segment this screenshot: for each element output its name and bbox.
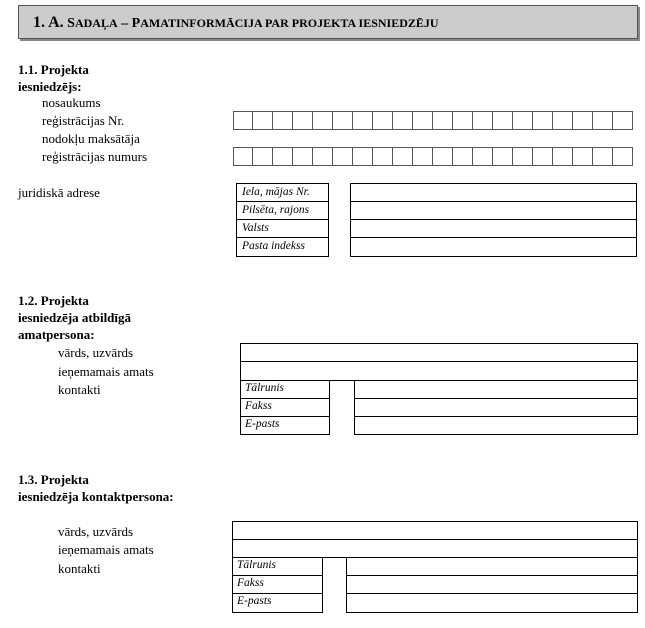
s1-title-line1: 1.1. Projekta [18, 62, 89, 77]
digit-cell[interactable] [473, 111, 493, 130]
header-s: S [67, 16, 75, 31]
s3-fax-input[interactable] [347, 576, 637, 593]
s3-contact-field: E-pasts [237, 595, 272, 607]
postcode-input[interactable] [351, 238, 636, 256]
s3-position-input[interactable] [233, 540, 637, 557]
digit-cell[interactable] [433, 111, 453, 130]
digit-cell[interactable] [233, 147, 253, 166]
digit-cell[interactable] [553, 147, 573, 166]
digit-cell[interactable] [473, 147, 493, 166]
digit-cell[interactable] [353, 111, 373, 130]
s1-name-label: nosaukums [42, 95, 101, 110]
s2-fax-input[interactable] [355, 399, 637, 416]
header-dash: – [117, 16, 132, 31]
header-small-2: AMATINFORMĀCIJA PAR PROJEKTA IESNIEDZĒJU [140, 16, 439, 30]
s3-position-label: ieņemamais amats [58, 542, 154, 557]
digit-cell[interactable] [393, 111, 413, 130]
s3-name-input[interactable] [233, 522, 637, 539]
digit-cell[interactable] [313, 147, 333, 166]
divider [232, 593, 323, 594]
divider [232, 575, 323, 576]
digit-cell[interactable] [453, 147, 473, 166]
s2-position-label: ieņemamais amats [58, 364, 154, 379]
digit-cell[interactable] [553, 111, 573, 130]
s2-contact-field: Fakss [245, 400, 272, 412]
city-input[interactable] [351, 202, 636, 219]
s1-tax-label-2: reģistrācijas numurs [42, 149, 148, 164]
digit-cell[interactable] [233, 111, 253, 130]
divider [236, 219, 329, 220]
s3-contact-field: Fakss [237, 577, 264, 589]
digit-cell[interactable] [593, 147, 613, 166]
digit-cell[interactable] [313, 111, 333, 130]
digit-cell[interactable] [393, 147, 413, 166]
s2-email-input[interactable] [355, 417, 637, 434]
s2-name-label: vārds, uzvārds [58, 345, 134, 360]
digit-cell[interactable] [333, 111, 353, 130]
digit-cell[interactable] [373, 111, 393, 130]
digit-cell[interactable] [493, 111, 513, 130]
section-header-title [33, 14, 439, 32]
digit-cell[interactable] [413, 147, 433, 166]
digit-cell[interactable] [533, 147, 553, 166]
digit-cell[interactable] [513, 111, 533, 130]
divider [240, 416, 330, 417]
country-input[interactable] [351, 220, 636, 237]
s2-phone-input[interactable] [355, 381, 637, 398]
digit-cell[interactable] [573, 111, 593, 130]
digit-cell[interactable] [453, 111, 473, 130]
s1-address-field: Valsts [242, 222, 269, 234]
digit-cell[interactable] [433, 147, 453, 166]
digit-cell[interactable] [353, 147, 373, 166]
s3-contact-field: Tālrunis [237, 559, 276, 571]
header-number: 1. A. [33, 14, 64, 31]
s1-address-label: juridiskā adrese [18, 185, 100, 200]
digit-cell[interactable] [333, 147, 353, 166]
digit-cell[interactable] [593, 111, 613, 130]
s3-title-line1: 1.3. Projekta [18, 472, 89, 487]
section-header [18, 5, 638, 39]
digit-cell[interactable] [413, 111, 433, 130]
digit-cell[interactable] [513, 147, 533, 166]
digit-cell[interactable] [533, 111, 553, 130]
digit-cell[interactable] [613, 147, 633, 166]
s2-title-line2: iesniedzēja atbildīgā [18, 310, 132, 325]
s3-phone-input[interactable] [347, 558, 637, 575]
s2-title-line3: amatpersona: [18, 327, 95, 342]
s1-address-field: Iela, mājas Nr. [242, 186, 310, 198]
digit-cell[interactable] [253, 111, 273, 130]
s2-title-line1: 1.2. Projekta [18, 293, 89, 308]
s1-title-line2: iesniedzējs: [18, 79, 82, 94]
digit-cell[interactable] [493, 147, 513, 166]
digit-cell[interactable] [613, 111, 633, 130]
digit-cell[interactable] [373, 147, 393, 166]
divider [236, 237, 329, 238]
digit-cell[interactable] [253, 147, 273, 166]
header-small-1: ADAĻA [74, 16, 118, 30]
s1-regnr-cells[interactable] [233, 111, 633, 130]
digit-cell[interactable] [273, 111, 293, 130]
s3-email-input[interactable] [347, 594, 637, 612]
s2-contact-field: E-pasts [245, 418, 280, 430]
s1-tax-label-1: nodokļu maksātāja [42, 131, 140, 146]
s1-regnr-label: reģistrācijas Nr. [42, 113, 125, 128]
s2-contacts-label: kontakti [58, 382, 101, 397]
s1-address-field: Pasta indekss [242, 240, 305, 252]
digit-cell[interactable] [293, 147, 313, 166]
divider [240, 398, 330, 399]
s1-address-field: Pilsēta, rajons [242, 204, 310, 216]
s3-contacts-label: kontakti [58, 561, 101, 576]
s2-contact-field: Tālrunis [245, 382, 284, 394]
s1-tax-cells[interactable] [233, 147, 633, 166]
digit-cell[interactable] [293, 111, 313, 130]
street-input[interactable] [351, 184, 636, 201]
s3-name-label: vārds, uzvārds [58, 524, 134, 539]
digit-cell[interactable] [573, 147, 593, 166]
s2-name-input[interactable] [241, 344, 637, 361]
header-p: P [131, 16, 141, 31]
s3-title-line2: iesniedzēja kontaktpersona: [18, 489, 174, 504]
digit-cell[interactable] [273, 147, 293, 166]
s2-position-input[interactable] [241, 362, 637, 380]
divider [236, 201, 329, 202]
